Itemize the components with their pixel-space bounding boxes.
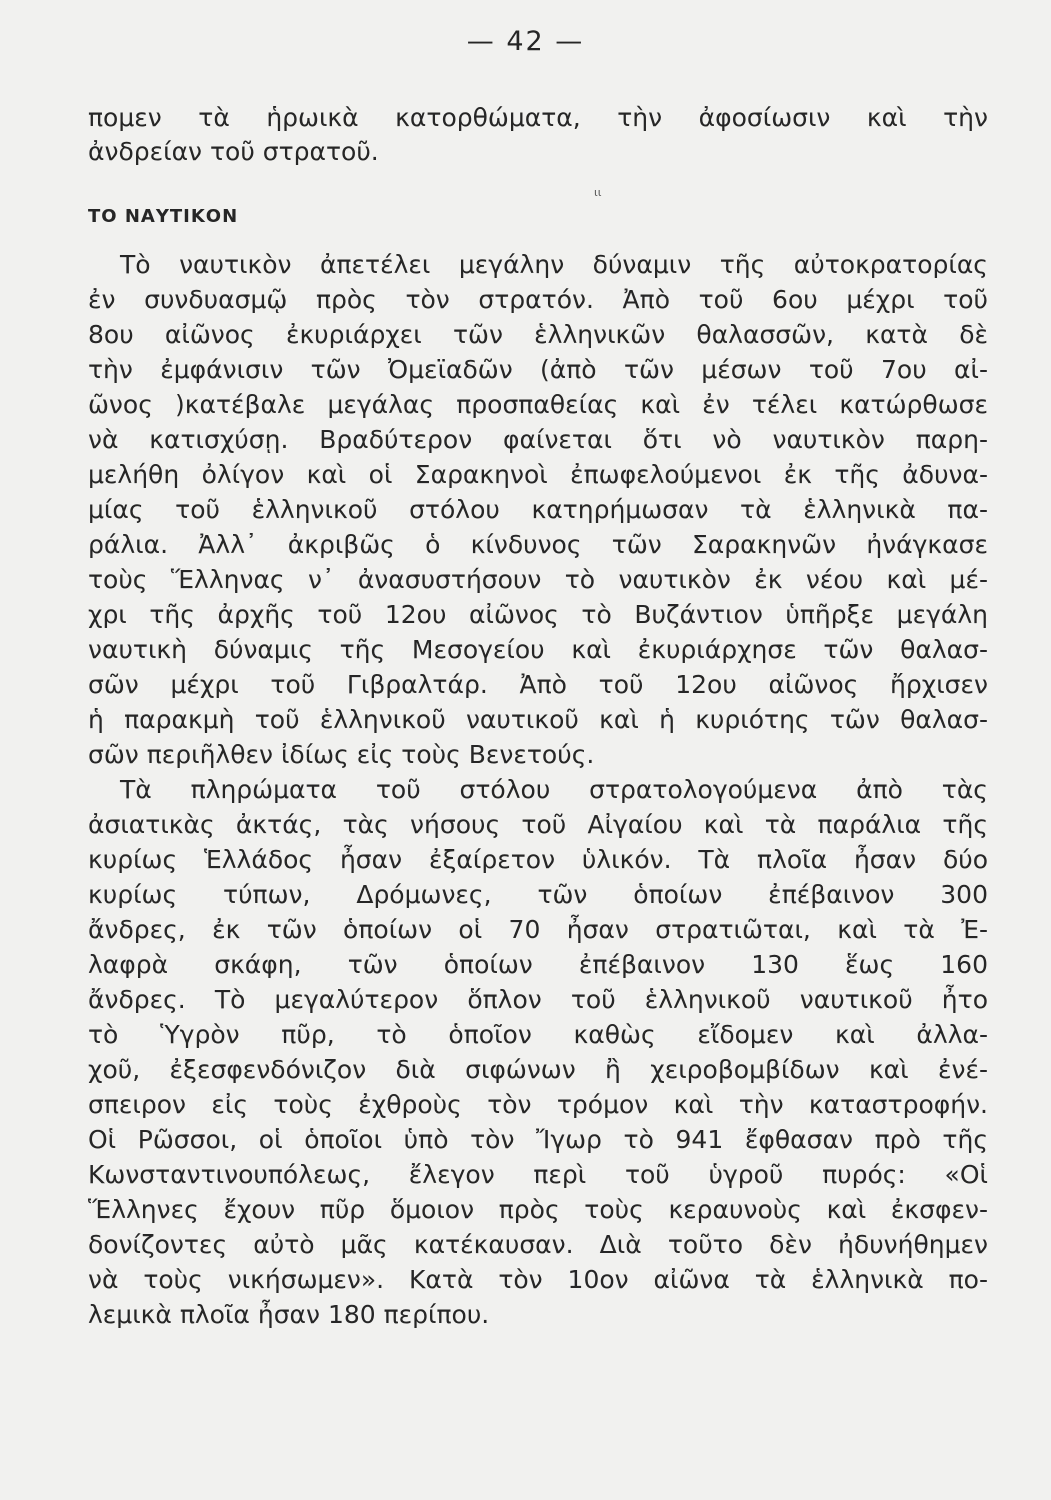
body-line: κυρίως τύπων, Δρόμωνες, τῶν ὁποίων ἐπέβαινον 300 — [88, 880, 988, 909]
intro-line: πομεν τὰ ἡρωικὰ κατορθώματα, τὴν ἀφοσίωσιν καὶ τὴν — [88, 103, 988, 132]
body-line: ῶνος )κατέβαλε μεγάλας προσπαθείας καὶ ἐν τέλει κατώρθωσε — [88, 390, 988, 419]
body-line: ἡ παρακμὴ τοῦ ἑλληνικοῦ ναυτικοῦ καὶ ἡ κυριότης τῶν θαλασ- — [88, 705, 988, 734]
body-line: Τὰ πληρώματα τοῦ στόλου στρατολογούμενα ἀπὸ τὰς — [120, 775, 988, 804]
body-line: λαφρὰ σκάφη, τῶν ὁποίων ἐπέβαινον 130 ἕως 160 — [88, 950, 988, 979]
body-line: ἀσιατικὰς ἀκτάς, τὰς νήσους τοῦ Αἰγαίου καὶ τὰ παράλια τῆς — [88, 810, 988, 839]
body-line: κυρίως Ἑλλάδος ἦσαν ἐξαίρετον ὑλικόν. Τὰ πλοῖα ἦσαν δύο — [88, 845, 988, 874]
body-line: Οἱ Ρῶσσοι, οἱ ὁποῖοι ὑπὸ τὸν Ἴγωρ τὸ 941 ἔφθασαν πρὸ τῆς — [88, 1125, 988, 1154]
body-line: δονίζοντες αὐτὸ μᾶς κατέκαυσαν. Διὰ τοῦτο δὲν ἠδυνήθημεν — [88, 1230, 988, 1259]
body-line: λεμικὰ πλοῖα ἦσαν 180 περίπου. — [88, 1300, 490, 1329]
body-line: Ἕλληνες ἔχουν πῦρ ὅμοιον πρὸς τοὺς κεραυνοὺς καὶ ἐκσφεν- — [88, 1195, 988, 1224]
body-line: 8ου αἰῶνος ἐκυριάρχει τῶν ἑλληνικῶν θαλασσῶν, κατὰ δὲ — [88, 320, 988, 349]
body-line: νὰ κατισχύσῃ. Βραδύτερον φαίνεται ὅτι νὸ ναυτικὸν παρη- — [88, 425, 988, 454]
body-line: σῶν περιῆλθεν ἰδίως εἰς τοὺς Βενετούς. — [88, 740, 595, 769]
body-line: χρι τῆς ἀρχῆς τοῦ 12ου αἰῶνος τὸ Βυζάντιον ὑπῆρξε μεγάλη — [88, 600, 988, 629]
body-line: χοῦ, ἐξεσφενδόνιζον διὰ σιφώνων ἢ χειροβομβίδων καὶ ἐνέ- — [88, 1055, 988, 1084]
body-line: τοὺς Ἕλληνας ν᾽ ἀνασυστήσουν τὸ ναυτικὸν ἐκ νέου καὶ μέ- — [88, 565, 988, 594]
body-line: Κωνσταντινουπόλεως, ἔλεγον περὶ τοῦ ὑγροῦ πυρός: «Οἱ — [88, 1160, 988, 1189]
section-title: ΤΟ ΝΑΥΤΙΚΟΝ — [88, 206, 239, 227]
body-line: τὴν ἐμφάνισιν τῶν Ὀμεϊαδῶν (ἀπὸ τῶν μέσων τοῦ 7ου αἰ- — [88, 355, 988, 384]
body-line: Τὸ ναυτικὸν ἀπετέλει μεγάλην δύναμιν τῆς αὐτοκρατορίας — [120, 250, 988, 279]
body-line: ἄνδρες, ἐκ τῶν ὁποίων οἱ 70 ἦσαν στρατιῶται, καὶ τὰ Ἐ- — [88, 915, 988, 944]
body-line: τὸ Ὑγρὸν πῦρ, τὸ ὁποῖον καθὼς εἴδομεν καὶ ἀλλα- — [88, 1020, 988, 1049]
body-line: ράλια. Ἀλλ᾽ ἀκριβῶς ὁ κίνδυνος τῶν Σαρακηνῶν ἠνάγκασε — [88, 530, 988, 559]
body-line: ἄνδρες. Τὸ μεγαλύτερον ὅπλον τοῦ ἑλληνικοῦ ναυτικοῦ ἦτο — [88, 985, 988, 1014]
body-line: νὰ τοὺς νικήσωμεν». Κατὰ τὸν 10ον αἰῶνα τὰ ἑλληνικὰ πο- — [88, 1265, 988, 1294]
stray-mark: ιι — [594, 186, 602, 199]
intro-line: ἀνδρείαν τοῦ στρατοῦ. — [88, 137, 379, 166]
page-number: — 42 — — [466, 26, 585, 57]
body-line: ἐν συνδυασμῷ πρὸς τὸν στρατόν. Ἀπὸ τοῦ 6ου μέχρι τοῦ — [88, 285, 988, 314]
body-line: μελήθη ὀλίγον καὶ οἱ Σαρακηνοὶ ἐπωφελούμενοι ἐκ τῆς ἀδυνα- — [88, 460, 988, 489]
body-line: ναυτικὴ δύναμις τῆς Μεσογείου καὶ ἐκυριάρχησε τῶν θαλασ- — [88, 635, 988, 664]
body-line: σπειρον εἰς τοὺς ἐχθροὺς τὸν τρόμον καὶ τὴν καταστροφήν. — [88, 1090, 988, 1119]
body-line: σῶν μέχρι τοῦ Γιβραλτάρ. Ἀπὸ τοῦ 12ου αἰῶνος ἤρχισεν — [88, 670, 988, 699]
body-line: μίας τοῦ ἑλληνικοῦ στόλου κατηρήμωσαν τὰ ἑλληνικὰ πα- — [88, 495, 988, 524]
